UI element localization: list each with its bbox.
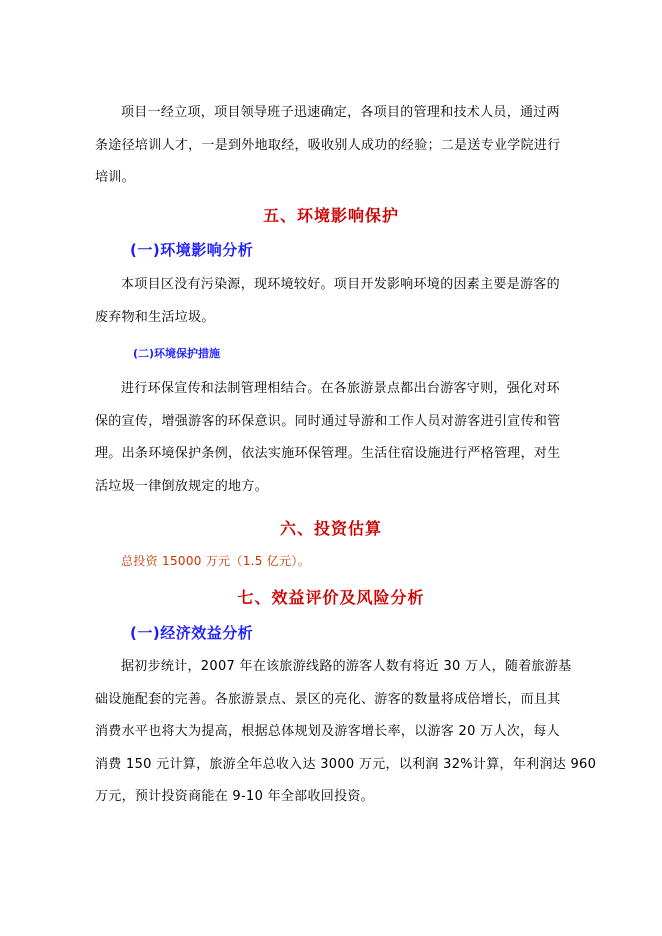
env-impact-line-2: 废弃物和生活垃圾。 xyxy=(95,309,215,325)
section-5-sub2-heading: (二)环境保护措施 xyxy=(133,347,221,360)
intro-line-3: 培训。 xyxy=(95,170,135,185)
intro-paragraph xyxy=(95,97,565,195)
section-6-heading: 六、投资估算 xyxy=(279,519,382,538)
intro-line-2: 条途径培训人才，一是到外地取经，吸收别人成功的经验；二是送专业学院进行 xyxy=(95,137,561,153)
section-7-sub1-heading: (一)经济效益分析 xyxy=(130,624,254,642)
env-protection-line-4: 活垃圾一律倒放规定的地方。 xyxy=(95,478,268,494)
economic-line-5: 万元，预计投资商能在 9-10 年全部收回投资。 xyxy=(95,789,374,804)
economic-line-3: 消费水平也将大为提高，根据总体规划及游客增长率，以游客 20 万人次，每人 xyxy=(95,724,560,739)
section-7-heading: 七、效益评价及风险分析 xyxy=(237,588,425,607)
total-investment-text: 总投资 15000 万元（1.5 亿元）。 xyxy=(121,554,311,568)
economic-analysis-paragraph xyxy=(95,651,597,814)
env-impact-line-1: 本项目区没有污染源，现环境较好。项目开发影响环境的因素主要是游客的 xyxy=(121,277,560,292)
env-protection-paragraph xyxy=(95,373,565,503)
section-5-heading: 五、环境影响保护 xyxy=(262,206,399,225)
env-protection-line-3: 理。出条环境保护条例，依法实施环保管理。生活住宿设施进行严格管理，对生 xyxy=(95,446,561,461)
economic-line-2: 础设施配套的完善。各旅游景点、景区的亮化、游客的数量将成倍增长，而且其 xyxy=(95,691,561,707)
section-5-sub1-heading: (一)环境影响分析 xyxy=(130,241,254,259)
intro-line-1: 项目一经立项，项目领导班子迅速确定，各项目的管理和技术人员，通过两 xyxy=(121,105,560,120)
env-protection-line-2: 保的宣传，增强游客的环保意识。同时通过导游和工作人员对游客进引宣传和管 xyxy=(95,413,561,429)
env-protection-line-1: 进行环保宣传和法制管理相结合。在各旅游景点都出台游客守则，强化对环 xyxy=(121,381,560,396)
env-impact-paragraph xyxy=(95,269,565,334)
economic-line-1: 据初步统计，2007 年在该旅游线路的游客人数有将近 30 万人，随着旅游基 xyxy=(121,659,572,674)
economic-line-4: 消费 150 元计算，旅游全年总收入达 3000 万元，以利润 32%计算，年利润达 960 xyxy=(95,756,597,772)
